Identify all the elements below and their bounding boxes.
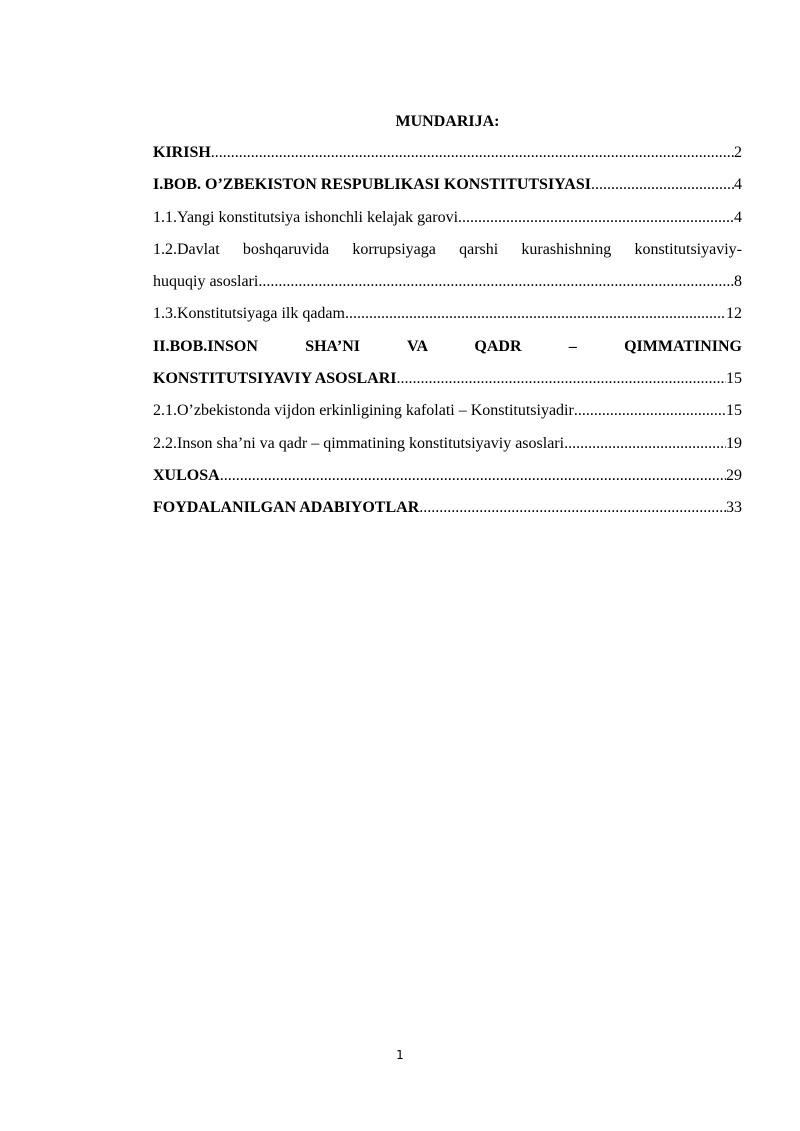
toc-entry-text-line1: 1.2.Davlat boshqaruvida korrupsiyaga qarshi kurashishning konstitutsiyaviy- [153,240,742,258]
toc-entry-text-line2: huquqiy asoslari [153,273,259,291]
toc-entry-text-line2: KONSTITUTSIYAVIY ASOSLARI [153,370,397,388]
dot-leader [211,137,734,169]
toc-page-number: 4 [734,176,742,194]
toc-entry-text: 1.1.Yangi konstitutsiya ishonchli kelajak garovi [153,208,459,226]
toc-page-number: 33 [726,499,742,517]
toc-entry-kirish[interactable] [153,137,742,169]
page-number: 1 [396,1048,404,1062]
toc-entry-text-line1: II.BOB.INSON SHA’NI VA QADR – QIMMATINING [153,337,742,355]
toc-entry-xulosa[interactable] [153,460,742,492]
toc-entry-section-1-3[interactable] [153,298,742,330]
toc-page-number: 4 [734,208,742,226]
dot-leader [458,202,734,234]
toc-entry-text: 2.2.Inson sha’ni va qadr – qimmatining konstitutsiyaviy asoslari [153,434,565,452]
toc-page-number: 15 [726,402,742,420]
toc-entry-section-1-2[interactable] [153,234,742,299]
dot-leader [220,460,726,492]
toc-entry-section-2-2[interactable] [153,428,742,460]
toc-entry-text: FOYDALANILGAN ADABIYOTLAR [153,499,420,517]
toc-entry-text: I.BOB. O’ZBEKISTON RESPUBLIKASI KONSTITUTSIYASI [153,176,591,194]
dot-leader [574,395,726,427]
toc-title: MUNDARIJA: [395,113,500,130]
dot-leader [564,428,726,460]
toc-entry-chapter-2[interactable] [153,331,742,396]
toc-page-number: 8 [734,273,742,291]
toc-entry-chapter-1[interactable] [153,169,742,201]
toc-entry-text: 1.3.Konstitutsiyaga ilk qadam [153,305,345,323]
toc-page-number: 15 [726,370,742,388]
toc-page-number: 19 [726,434,742,452]
dot-leader [397,363,726,395]
toc-entry-text: 2.1.O’zbekistonda vijdon erkinligining kafolati – Konstitutsiyadir [153,402,574,420]
toc-entry-bibliography[interactable] [153,492,742,524]
toc-entry-section-1-1[interactable] [153,202,742,234]
dot-leader [591,169,734,201]
table-of-contents [153,107,742,525]
toc-entry-text: XULOSA [153,466,220,484]
toc-page-number: 2 [734,144,742,161]
dot-leader [345,298,726,330]
toc-page-number: 29 [726,466,742,484]
toc-entry-text: KIRISH [153,144,211,161]
dot-leader [258,266,734,298]
toc-page-number: 12 [726,305,742,323]
dot-leader [419,492,726,524]
toc-entry-section-2-1[interactable] [153,395,742,427]
